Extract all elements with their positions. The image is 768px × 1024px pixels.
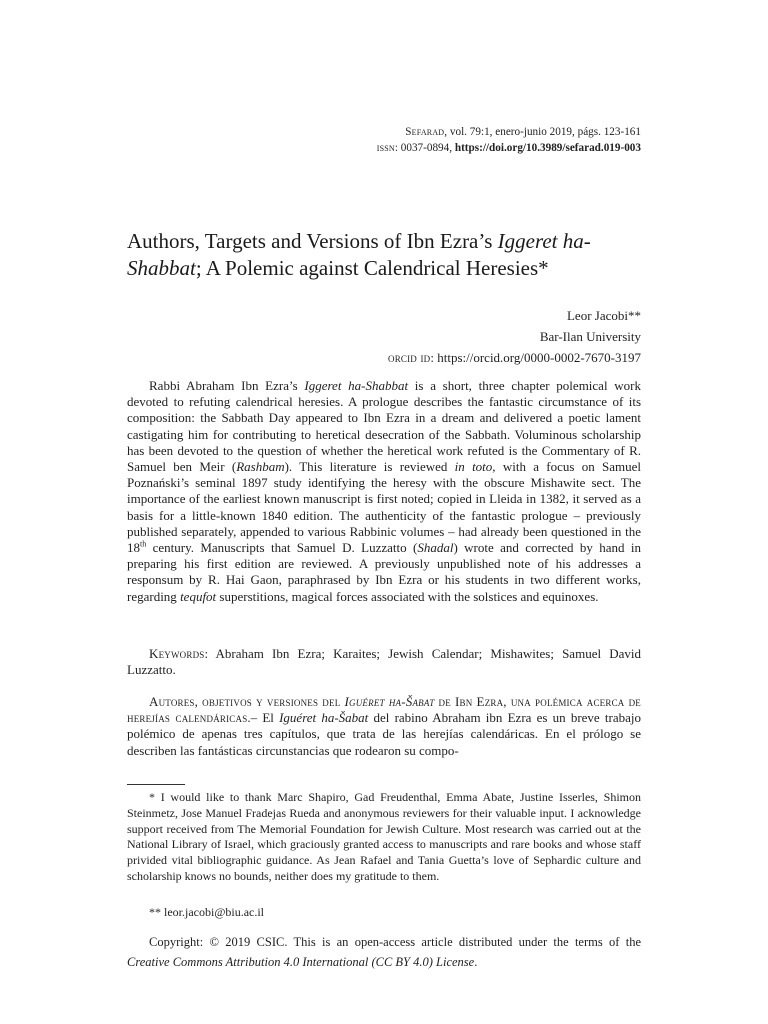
- title-text: Authors, Targets and Versions of Ibn Ezra’s: [127, 229, 498, 253]
- citation-line: [377, 124, 641, 140]
- title-italic: Iggeret ha-Shabbat: [127, 229, 591, 280]
- abstract: Rabbi Abraham Ibn Ezra’s Iggeret ha-Shabbat is a short, three chapter polemical work devoted to refuting calendrical heresies. A prologue describes the fantastic circumstance of its composition: the Sabbath Day appeared to Ibn Ezra in a dream and delivered a poetic lament castigating him for contributing to heretical desecration of the Sabbath. Voluminous scholarship has been devoted to the question of whether the heretical work refuted is the Commentary of R. Samuel ben Meir (Rashbam). This literature is reviewed in toto, with a focus on Samuel Poznański’s seminal 1897 study identifying the heresy with the obscure Mishawite sect. The importance of the earliest known manuscript is first noted; copied in Lleida in 1382, it served as a basis for a little-known 1840 edition. The authenticity of the fantastic prologue – previously published separately, appended to various Rabbinic volumes – had already been questioned in the 18th century. Manuscripts that Samuel D. Luzzatto (Shadal) wrote and corrected by hand in preparing his first edition are reviewed. A previously unpublished note of his addresses a responsum by R. Hai Gaon, paraphrased by Ibn Ezra or his students in two different works, regarding tequfot superstitions, magical forces associated with the solstices and equinoxes.: [127, 378, 641, 604]
- license-link[interactable]: Creative Commons Attribution 4.0 International (CC BY 4.0) License: [127, 955, 475, 969]
- keywords-label: Keywords: [149, 646, 205, 661]
- author-name: Leor Jacobi**: [566, 308, 641, 323]
- footnote-acknowledgment: * I would like to thank Marc Shapiro, Gad Freudenthal, Emma Abate, Justine Isserles, Shimon Steinmetz, Jose Manuel Fradejas Rueda and anonymous reviewers for their valuable input. I acknowledge support received from The Memorial Foundation for Jewish Culture. Most research was carried out at the National Library of Israel, which graciously granted access to manuscripts and rare books and whose staff privided vital bibliographic guidance. As Jean Rafael and Tania Guetta’s love of Sephardic culture and scholarship knows no bounds, neither does my gratitude to them.: [127, 790, 641, 883]
- orcid-link[interactable]: : https://orcid.org/0000-0002-7670-3197: [430, 350, 641, 365]
- footnote-divider: [127, 784, 185, 785]
- issn-label: issn: [376, 142, 395, 154]
- citation-text: , vol. 79:1, enero-junio 2019, págs. 123-161: [444, 126, 641, 138]
- keywords: [127, 646, 641, 678]
- orcid-line: [388, 347, 641, 368]
- author-affiliation: Bar-Ilan University: [539, 329, 641, 344]
- resumen: Autores, objetivos y versiones del Iguéret ha-Šabat de Ibn Ezra, una polémica acerca de herejías calendáricas.– El Iguéret ha-Šabat del rabino Abraham ibn Ezra es un breve trabajo polémico de apenas tres capítulos, que trata de las herejías calendáricas. En el prólogo se describen las fantásticas circunstancias que rodearon su compo-: [127, 694, 641, 758]
- keywords-text: : Abraham Ibn Ezra; Karaites; Jewish Calendar; Mishawites; Samuel David Luzzatto.: [127, 646, 641, 678]
- author-block: [388, 305, 641, 368]
- journal-header: [377, 124, 641, 156]
- issn-line: [377, 140, 641, 156]
- footnote-email: ** leor.jacobi@biu.ac.il: [149, 905, 265, 919]
- title-text-end: ; A Polemic against Calendrical Heresies*: [195, 256, 549, 280]
- doi-link[interactable]: https://doi.org/10.3989/sefarad.019-003: [454, 142, 641, 154]
- issn-value: : 0037-0894,: [394, 142, 455, 154]
- orcid-label: orcid id: [388, 350, 431, 365]
- article-title: [127, 228, 647, 282]
- journal-name: Sefarad: [405, 126, 445, 138]
- copyright-notice: Copyright: © 2019 CSIC. This is an open-access article distributed under the terms of the Creative Commons Attribution 4.0 International (CC BY 4.0) License.: [127, 935, 641, 969]
